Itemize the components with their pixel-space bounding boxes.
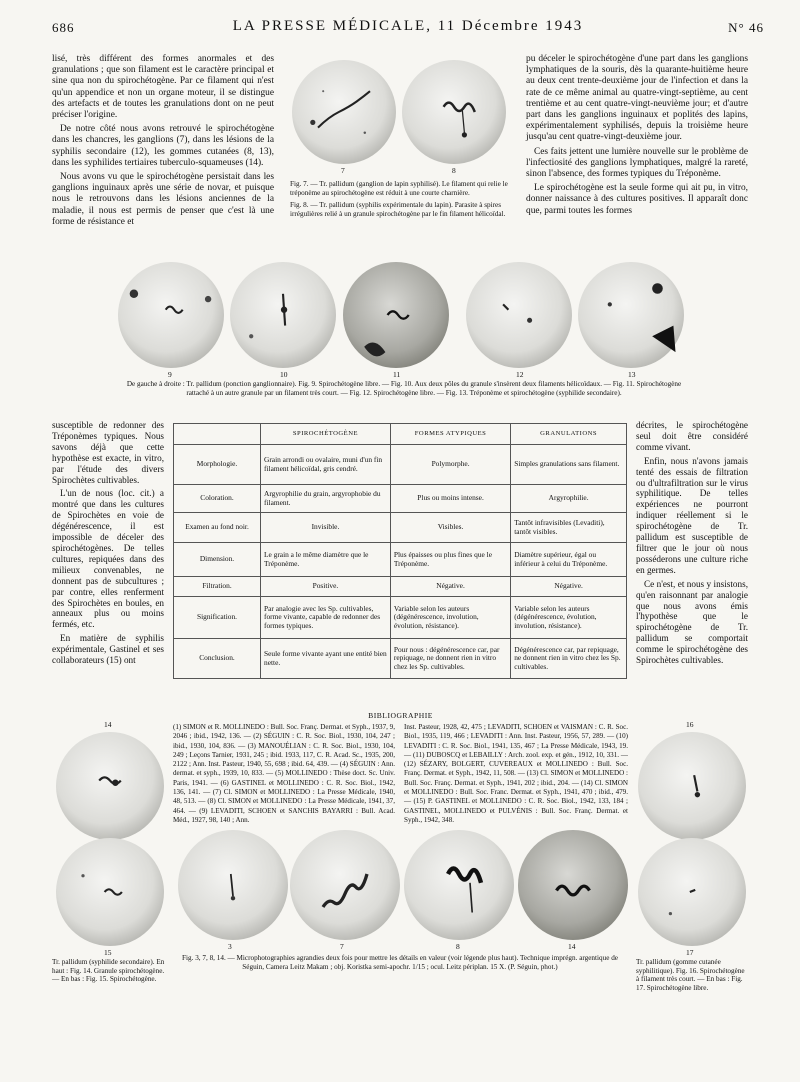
table-cell: Grain arrondi ou ovalaire, muni d'un fin filament hélicoïdal, gris cendré.: [261, 445, 391, 485]
paragraph: Ces faits jettent une lumière nouvelle sur le problème de l'infectiosité des ganglions lymphatiques, malgré la rareté, sinon l'absence, des formes typiques du Tréponème.: [526, 146, 748, 180]
figure-number: 7: [340, 942, 344, 951]
text-column-top-left: [52, 54, 274, 231]
table-cell: Simples granulations sans filament.: [511, 445, 627, 485]
micrograph-fig-12: [466, 262, 572, 368]
caption-fig-7: Fig. 7. — Tr. pallidum (ganglion de lapin syphilisé). Le filament qui relie le tréponème au spirochétogène est réduit à une courte charnière.: [290, 180, 508, 197]
text-column-top-right: [526, 54, 748, 220]
journal-title: LA PRESSE MÉDICALE, 11 Décembre 1943: [232, 18, 584, 34]
micrograph-fig-10: [230, 262, 336, 368]
table-cell: Variable selon les auteurs (dégénérescence, évolution, involution, résistance).: [511, 597, 627, 639]
micrograph-fig-7: [292, 60, 396, 164]
page-header: [52, 18, 764, 40]
table-cell: Polymorphe.: [390, 445, 510, 485]
table-header-cell: [174, 424, 261, 445]
row-heading: Conclusion.: [174, 639, 261, 679]
table-cell: Plus ou moins intense.: [390, 485, 510, 513]
figure-number: 13: [628, 370, 636, 379]
row-heading: Signification.: [174, 597, 261, 639]
table-cell: Dégénérescence car, par repiquage, ne donnent rien in vitro chez les Sp. cultivables.: [511, 639, 627, 679]
micrograph-fig-16: [638, 732, 746, 840]
table-row: [174, 513, 627, 543]
figure-caption-bottom-center: Fig. 3, 7, 8, 14. — Microphotographies agrandies deux fois pour mettre les détails en valeur (voir légende plus haut). Technique imprégn. argentique de Séguin, Camera Leitz Makam ; obj. Koristka semi-apochr. 1/15 ; ocul. Leitz périplan. 15 X. (P. Séguin, phot.): [182, 954, 618, 971]
micrograph-fig-14: [56, 732, 164, 840]
paragraph: Enfin, nous n'avons jamais tenté des essais de filtration ou d'ultrafiltration sur le virus syphilitique. De telles expériences ne pourront indiquer réellement si le spirochétogène de Tr. pallidum est susceptible de filtrer que le jour où nous posséderons une culture riche en germes.: [636, 455, 748, 575]
table-header-cell: SPIROCHÉTOGÈNE: [261, 424, 391, 445]
micrograph-fig-15: [56, 838, 164, 946]
text-column-mid-right: [636, 420, 748, 669]
table-cell: Invisible.: [261, 513, 391, 543]
figure-number: 16: [686, 720, 694, 729]
table-cell: Positive.: [261, 577, 391, 597]
micrograph-fig-8: [402, 60, 506, 164]
paragraph: décrites, le spirochétogène seul doit être considéré comme vivant.: [636, 420, 748, 452]
figure-number: 7: [341, 166, 345, 175]
paragraph: De notre côté nous avons retrouvé le spirochétogène dans les chancres, les ganglions (7), dans les lésions de la syphilis secondaire (12), les gommes cutanées (8, 13), dans les syphilides tertiaires tuberculo-squameuses (14).: [52, 124, 274, 168]
paragraph: En matière de syphilis expérimentale, Gastinel et ses collaborateurs (15) ont: [52, 633, 164, 666]
table-cell: Visibles.: [390, 513, 510, 543]
bibliography-column-1: (1) SIMON et R. MOLLINEDO : Bull. Soc. Franç. Dermat. et Syph., 1937, 9, 2046 ; ibid., 1942, 136. — (2) SÉGUIN : C. R. Soc. Biol., 1930, 104, 247 ; ibid., 1930, 104, 836. — (3) MANOUÉLIAN : C. R. Soc. Biol., 1930, 104, 249 ; Leçons Tarnier, 1931, 245 ; ibid. 1933, 117, C. R. Acad. Sc., 1935, 200, 2122 ; Ann. Inst. Pasteur, 1940, 55, 698 ; ibid. 64, 439. — (4) SÉGUIN : Ann. dermat. et syph., 1939, 10, 833. — (5) MOLLINEDO : Thèse doct. Sc. Univ. Paris, 1941. — (6) GASTINEL et MOLLINEDO : C. R. Soc. Biol., 1942, 136, 141. — (7) Cl. SIMON et MOLLINEDO : La Presse Médicale, 1940, 48, 513. — (8) Cl. SIMON et MOLLINEDO : La Presse Médicale, 1941, 37, 464. — (9) LEVADITI, SCHOEN et SANCHIS BAYARRI : Bull. Acad. Méd., 1927, 98, 140 ; Ann.: [173, 723, 395, 824]
figure-number: 11: [393, 370, 401, 379]
paragraph: pu déceler le spirochétogène d'une part dans les ganglions lymphatiques de la souris, dès la quarante-huitième heure au deux cent trente-deuxième jour de l'infection et dans la rate de ce même animal au quatre-vingt-septième, au cent trentième et au cent quatre-vingt-neuvième jour; et d'autre part dans les ganglions inguinaux et poplités des lapins, expérimentalement syphilisés, depuis la troisième heure jusqu'au cent quatre-vingt-deuxième jour.: [526, 54, 748, 143]
micrograph-fig-3: [178, 830, 288, 940]
table-row: [174, 445, 627, 485]
table-row: [174, 577, 627, 597]
page-number: 686: [52, 20, 75, 35]
table-cell: Seule forme vivante ayant une entité bien nette.: [261, 639, 391, 679]
table-cell: Tantôt infravisibles (Levaditi), tantôt visibles.: [511, 513, 627, 543]
table-cell: Négative.: [390, 577, 510, 597]
micrograph-fig-9: [118, 262, 224, 368]
table-header-row: [174, 424, 627, 445]
figure-caption-bottom-right: Tr. pallidum (gomme cutanée syphilitique). Fig. 16. Spirochétogène à filament très court. — En bas : Fig. 17. Spirochétogène libre.: [636, 958, 745, 992]
figure-number: 3: [228, 942, 232, 951]
bibliography-column-2: Inst. Pasteur, 1928, 42, 475 ; LEVADITI, SCHOEN et VAISMAN : C. R. Soc. Biol., 1935, 119, 466 ; LEVADITI : Ann. Inst. Pasteur, 1956, 57, 289. — (10) LEVADITI : C. R. Soc. Biol., 1941, 135, 467 ; La Presse Médicale, 1943, 19. — (11) DUBOSCQ et LEBAILLY : Arch. zool. exp. et gén., 1912, 10, 331. — (12) SÉZARY, BOLGERT, CUVEREAUX et MOLLINEDO : Bull. Soc. Franç. Dermat. et Syph., 1942, 11, 508. — (13) Cl. SIMON et MOLLINEDO : Bull. Soc. Franç. Dermat. et Syph., 1941, 202 ; ibid., 204. — (14) Cl. SIMON et MOLLINEDO : Bull. Soc. Franc. Dermat. et Syph., 1941, 470 ; ibid., 479. — (15) P. GASTINEL et MOLLINEDO : C. R. Soc. Biol., 1942, 133, 184 ; GASTINEL, MOLLINEDO et PULVÉNIS : Bull. Soc. Franç. Dermat. et Syph., 1942, 348.: [404, 723, 628, 824]
text-column-mid-left: [52, 420, 164, 669]
table-cell: Variable selon les auteurs (dégénérescence, involution, évolution, résistance).: [390, 597, 510, 639]
table-row: [174, 639, 627, 679]
table-cell: Argyrophilie.: [511, 485, 627, 513]
table-cell: Diamètre supérieur, égal ou inférieur à celui du Tréponème.: [511, 543, 627, 577]
table-row: [174, 597, 627, 639]
figure-number: 14: [104, 720, 112, 729]
row-heading: Dimension.: [174, 543, 261, 577]
table-cell: Par analogie avec les Sp. cultivables, forme vivante, capable de redonner des formes typiques.: [261, 597, 391, 639]
micrograph-fig-14-enlarged: [518, 830, 628, 940]
row-heading: Examen au fond noir.: [174, 513, 261, 543]
paragraph: L'un de nous (loc. cit.) a montré que dans les cultures de Spirochètes en voie de dégénérescence, il est impossible de déceler des spirochétogènes. De telles cultures, repiquées dans des milieux convenables, ne donnent pas de subcultures ; par contre, elles renferment des Spirochètes en boules, en anneaux plus ou moins fermés, etc.: [52, 488, 164, 630]
row-heading: Coloration.: [174, 485, 261, 513]
table-row: [174, 485, 627, 513]
comparison-table: [173, 423, 627, 679]
paragraph: Nous avons vu que le spirochétogène persistait dans les ganglions inguinaux après une série de novar, et puisque nous le retrouvons dans les lésions anciennes de la maladie, il nous est permis de penser que c'est là une forme de résistance et: [52, 172, 274, 227]
row-heading: Morphologie.: [174, 445, 261, 485]
figure-number: 10: [280, 370, 288, 379]
figure-number: 15: [104, 948, 112, 957]
figure-number: 8: [452, 166, 456, 175]
micrograph-fig-7-enlarged: [290, 830, 400, 940]
paragraph: Le spirochétogène est la seule forme qui ait pu, in vitro, donner naissance à des cultures positives. Il apparaît donc que, parmi toutes les formes: [526, 183, 748, 216]
figure-number: 8: [456, 942, 460, 951]
figure-caption-bottom-left: Tr. pallidum (syphilide secondaire). En haut : Fig. 14. Granule spirochétogène. — En bas : Fig. 15. Spirochétogène.: [52, 958, 165, 984]
table-header-cell: GRANULATIONS: [511, 424, 627, 445]
micrograph-fig-11: [343, 262, 449, 368]
row-heading: Filtration.: [174, 577, 261, 597]
micrograph-fig-13: [578, 262, 684, 368]
micrograph-fig-17: [638, 838, 746, 946]
figure-number: 9: [168, 370, 172, 379]
figure-number: 12: [516, 370, 524, 379]
figure-caption-top: [290, 180, 512, 222]
table-cell: Plus épaisses ou plus fines que le Tréponème.: [390, 543, 510, 577]
micrograph-fig-8-enlarged: [404, 830, 514, 940]
paragraph: susceptible de redonner des Tréponèmes typiques. Nous savons déjà que cette hypothèse est exacte, in vitro, par l'étude des divers Spirochètes cultivables.: [52, 420, 164, 485]
figure-caption-row: De gauche à droite : Tr. pallidum (ponction ganglionnaire). Fig. 9. Spirochétogène libre. — Fig. 10. Aux deux pôles du granule s'insèrent deux filaments hélicoïdaux. — Fig. 11. Spirochétogène rattaché à un autre granule par un filament très court. — Fig. 12. Spirochétogène libre. — Fig. 13. Tréponème et spirochétogène (syphilide secondaire).: [126, 380, 682, 397]
paragraph: lisé, très différent des formes anormales et des granulations ; que son filament est le caractère principal et sine qua non du spirochétogène. Par ce filament qui n'est qu'un appendice et non un organe moteur, il se distingue des artefacts et de toutes les granulations dont on ne peut préciser l'origine.: [52, 54, 274, 121]
caption-fig-8: Fig. 8. — Tr. pallidum (syphilis expérimentale du lapin). Parasite à spires irrégulières relié à un granule spirochétogène par le fin filament hélicoïdal.: [290, 201, 506, 218]
table-header-cell: FORMES ATYPIQUES: [390, 424, 510, 445]
table-cell: Négative.: [511, 577, 627, 597]
bibliography-title: BIBLIOGRAPHIE: [368, 711, 433, 720]
table-cell: Le grain a le même diamètre que le Tréponème.: [261, 543, 391, 577]
figure-number: 14: [568, 942, 576, 951]
table-row: [174, 543, 627, 577]
table-cell: Argyrophilie du grain, argyrophobie du filament.: [261, 485, 391, 513]
table-cell: Pour nous : dégénérescence car, par repiquage, ne donnent rien in vitro chez les Sp. cultivables.: [390, 639, 510, 679]
issue-number: N° 46: [728, 20, 764, 35]
paragraph: Ce n'est, et nous y insistons, qu'en raisonnant par analogie que nous avons émis l'hypothèse que le spirochétogène de Tr. pallidum se comportait comme le spirochétogène des Spirochètes cultivables.: [636, 578, 748, 666]
figure-number: 17: [686, 948, 694, 957]
